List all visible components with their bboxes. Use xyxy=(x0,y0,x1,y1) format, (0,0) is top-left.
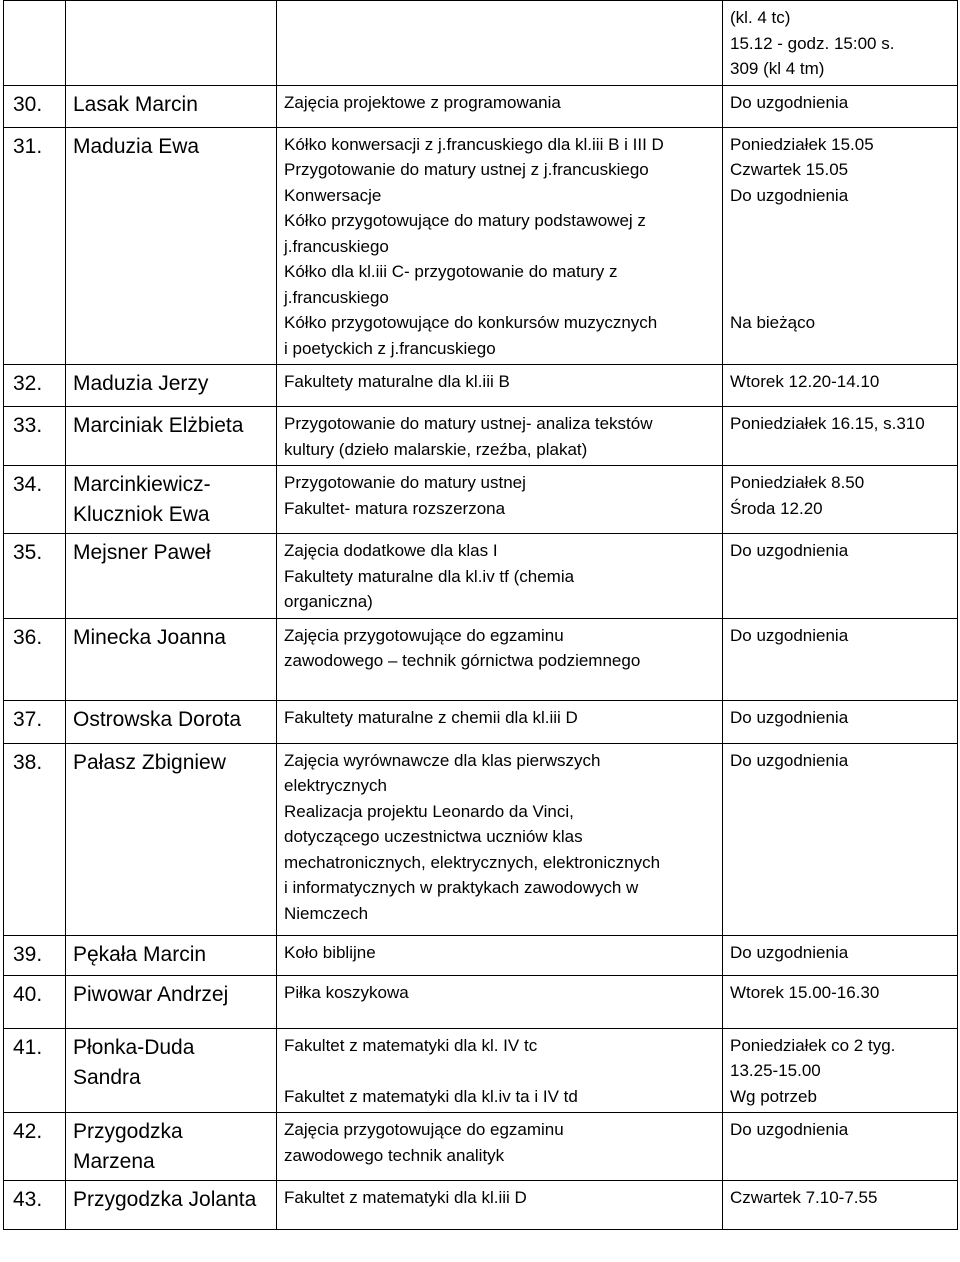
activity-line: Fakultet z matematyki dla kl. IV tc xyxy=(284,1035,538,1055)
time-line xyxy=(730,208,953,234)
row-number: 40. xyxy=(4,975,66,1028)
time-line: Środa 12.20 xyxy=(730,498,823,518)
time-cell xyxy=(723,127,958,365)
time-line: (kl. 4 tc) xyxy=(730,8,791,27)
teacher-name: Przygodzka Marzena xyxy=(66,1113,277,1181)
teacher-name: Lasak Marcin xyxy=(66,85,277,127)
teacher-name: Minecka Joanna xyxy=(66,618,277,700)
activity-line: dotyczącego uczestnictwa uczniów klas xyxy=(284,827,583,846)
time-line: Poniedziałek 8.50 xyxy=(730,473,865,492)
activity-line: Zajęcia wyrównawcze dla klas pierwszych xyxy=(284,750,601,770)
teacher-name: Marciniak Elżbieta xyxy=(66,407,277,466)
table-row xyxy=(4,743,958,935)
activity-line: Zajęcia przygotowujące do egzaminu xyxy=(284,625,564,645)
activity-line: zawodowego technik analityk xyxy=(284,1145,505,1165)
time-cell xyxy=(723,618,958,700)
row-number: 31. xyxy=(4,127,66,365)
schedule-table-body xyxy=(4,1,958,1230)
activity-line: Kółko dla kl.iii C- przygotowanie do matury z xyxy=(284,262,618,281)
row-number: 30. xyxy=(4,85,66,127)
row-number: 39. xyxy=(4,935,66,975)
activity-cell xyxy=(277,534,723,619)
activity-cell xyxy=(277,1181,723,1230)
time-line: Do uzgodnienia xyxy=(730,750,849,770)
teacher-name: Maduzia Jerzy xyxy=(66,365,277,407)
activity-cell xyxy=(277,85,723,127)
activity-line: i informatycznych w praktykach zawodowych w xyxy=(284,878,639,897)
activity-line: Realizacja projektu Leonardo da Vinci, xyxy=(284,801,574,821)
activity-line: Fakultet z matematyki dla kl.iv ta i IV td xyxy=(284,1086,578,1106)
table-row xyxy=(4,85,958,127)
table-row xyxy=(4,127,958,365)
row-number xyxy=(4,1,66,86)
time-cell xyxy=(723,534,958,619)
schedule-table xyxy=(3,0,958,1230)
teacher-name: Piwowar Andrzej xyxy=(66,975,277,1028)
time-line: Do uzgodnienia xyxy=(730,625,849,645)
time-line: Do uzgodnienia xyxy=(730,942,849,962)
activity-line: Fakultet z matematyki dla kl.iii D xyxy=(284,1188,527,1207)
table-row xyxy=(4,1,958,86)
time-line: Do uzgodnienia xyxy=(730,185,849,205)
table-row xyxy=(4,935,958,975)
activity-line: Piłka koszykowa xyxy=(284,982,409,1002)
activity-cell xyxy=(277,618,723,700)
row-number: 38. xyxy=(4,743,66,935)
activity-cell xyxy=(277,1,723,86)
activity-cell xyxy=(277,466,723,534)
teacher-name: Pękała Marcin xyxy=(66,935,277,975)
activity-line: organiczna) xyxy=(284,592,373,611)
activity-cell xyxy=(277,743,723,935)
row-number: 33. xyxy=(4,407,66,466)
time-line: Na bieżąco xyxy=(730,313,816,332)
row-number: 41. xyxy=(4,1028,66,1113)
activity-cell xyxy=(277,365,723,407)
time-line: Czwartek 7.10-7.55 xyxy=(730,1188,878,1207)
time-line xyxy=(730,234,953,260)
teacher-name: Ostrowska Dorota xyxy=(66,700,277,743)
teacher-name xyxy=(66,1,277,86)
time-line: 13.25-15.00 xyxy=(730,1061,821,1080)
activity-line: Przygotowanie do matury ustnej- analiza tekstów xyxy=(284,414,653,433)
activity-line: Zajęcia przygotowujące do egzaminu xyxy=(284,1120,564,1139)
time-cell xyxy=(723,1,958,86)
activity-line: Kółko przygotowujące do matury podstawowej z xyxy=(284,211,646,230)
table-row xyxy=(4,534,958,619)
time-line: 15.12 - godz. 15:00 s. xyxy=(730,33,895,53)
table-row xyxy=(4,975,958,1028)
teacher-name: Marcinkiewicz- Kluczniok Ewa xyxy=(66,466,277,534)
row-number: 43. xyxy=(4,1181,66,1230)
time-cell xyxy=(723,1113,958,1181)
activity-line: j.francuskiego xyxy=(284,287,389,307)
activity-line: Przygotowanie do matury ustnej xyxy=(284,473,526,492)
time-line: Wg potrzeb xyxy=(730,1086,817,1106)
activity-line: Niemczech xyxy=(284,903,369,923)
time-line: Do uzgodnienia xyxy=(730,707,849,727)
activity-line: Koło biblijne xyxy=(284,942,376,962)
time-cell xyxy=(723,975,958,1028)
activity-cell xyxy=(277,407,723,466)
table-row xyxy=(4,466,958,534)
time-line: Do uzgodnienia xyxy=(730,92,849,112)
teacher-name: Maduzia Ewa xyxy=(66,127,277,365)
time-line: Do uzgodnienia xyxy=(730,541,849,560)
teacher-name: Płonka-Duda Sandra xyxy=(66,1028,277,1113)
time-line: Do uzgodnienia xyxy=(730,1120,849,1139)
row-number: 34. xyxy=(4,466,66,534)
activity-cell xyxy=(277,975,723,1028)
activity-line: Fakultety maturalne z chemii dla kl.iii D xyxy=(284,707,578,727)
row-number: 36. xyxy=(4,618,66,700)
activity-line: Fakultety maturalne dla kl.iv tf (chemia xyxy=(284,566,575,586)
time-cell xyxy=(723,743,958,935)
row-number: 37. xyxy=(4,700,66,743)
row-number: 35. xyxy=(4,534,66,619)
activity-cell xyxy=(277,127,723,365)
activity-cell xyxy=(277,1028,723,1113)
activity-line: Kółko konwersacji z j.francuskiego dla kl.iii B i III D xyxy=(284,134,664,154)
activity-line: Zajęcia dodatkowe dla klas I xyxy=(284,541,498,560)
table-row xyxy=(4,1181,958,1230)
activity-line: j.francuskiego xyxy=(284,236,389,256)
time-cell xyxy=(723,407,958,466)
activity-line xyxy=(284,1058,718,1084)
time-line: Wtorek 15.00-16.30 xyxy=(730,982,880,1002)
table-row xyxy=(4,407,958,466)
time-cell xyxy=(723,466,958,534)
time-cell xyxy=(723,935,958,975)
time-line: Poniedziałek co 2 tyg. xyxy=(730,1035,896,1055)
time-line: 309 (kl 4 tm) xyxy=(730,59,825,78)
teacher-name: Pałasz Zbigniew xyxy=(66,743,277,935)
activity-line: kultury (dzieło malarskie, rzeźba, plakat) xyxy=(284,439,588,459)
row-number: 32. xyxy=(4,365,66,407)
activity-cell xyxy=(277,935,723,975)
time-line xyxy=(730,285,953,311)
table-row xyxy=(4,618,958,700)
activity-cell xyxy=(277,1113,723,1181)
time-line: Poniedziałek 15.05 xyxy=(730,134,874,154)
activity-cell xyxy=(277,700,723,743)
table-row xyxy=(4,700,958,743)
activity-line: Fakultet- matura rozszerzona xyxy=(284,498,506,518)
activity-line: Kółko przygotowujące do konkursów muzycznych xyxy=(284,313,658,332)
activity-line: elektrycznych xyxy=(284,776,387,795)
activity-line: mechatronicznych, elektrycznych, elektronicznych xyxy=(284,852,661,872)
table-row xyxy=(4,365,958,407)
time-cell xyxy=(723,700,958,743)
activity-line: Konwersacje xyxy=(284,185,382,205)
time-cell xyxy=(723,1028,958,1113)
activity-line: Zajęcia projektowe z programowania xyxy=(284,92,561,112)
activity-line: i poetyckich z j.francuskiego xyxy=(284,338,496,358)
time-cell xyxy=(723,1181,958,1230)
time-cell xyxy=(723,85,958,127)
teacher-name: Mejsner Paweł xyxy=(66,534,277,619)
time-line: Czwartek 15.05 xyxy=(730,160,849,179)
activity-line: zawodowego – technik górnictwa podziemnego xyxy=(284,651,641,670)
activity-line: Fakultety maturalne dla kl.iii B xyxy=(284,372,510,391)
table-row xyxy=(4,1113,958,1181)
time-cell xyxy=(723,365,958,407)
time-line: Wtorek 12.20-14.10 xyxy=(730,372,880,391)
row-number: 42. xyxy=(4,1113,66,1181)
activity-line: Przygotowanie do matury ustnej z j.francuskiego xyxy=(284,160,649,179)
time-line xyxy=(730,259,953,285)
teacher-name: Przygodzka Jolanta xyxy=(66,1181,277,1230)
time-line: Poniedziałek 16.15, s.310 xyxy=(730,414,925,433)
table-row xyxy=(4,1028,958,1113)
